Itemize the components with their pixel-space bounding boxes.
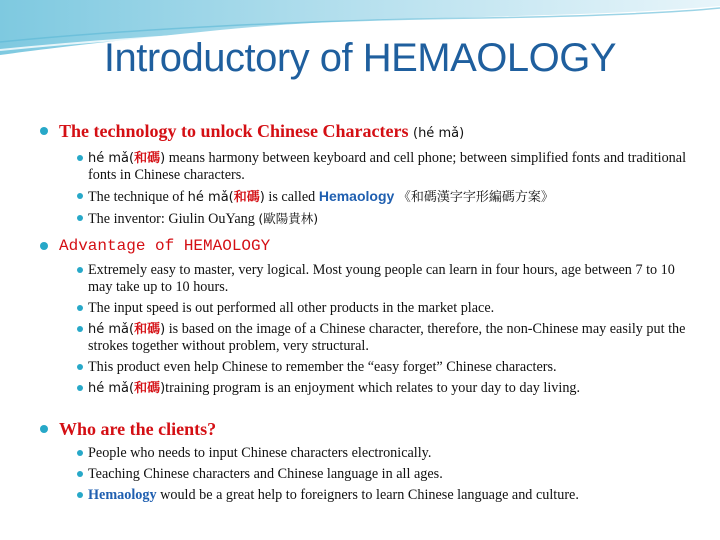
list-item: hé mǎ(和碼) means harmony between keyboard and cell phone; between simplified fonts and traditional fonts in Chinese characters.: [40, 150, 690, 184]
bullet-icon: [77, 155, 83, 161]
slide-content: [40, 113, 690, 504]
list-item: The inventor: Giulin OuYang (歐陽貴林): [40, 210, 690, 228]
list-item: The input speed is out performed all other products in the market place.: [40, 300, 690, 317]
list-item: Hemaology would be a great help to foreigners to learn Chinese language and culture.: [40, 487, 690, 504]
section-heading-clients: Who are the clients?: [40, 417, 690, 441]
spacer: [40, 397, 690, 411]
bullet-icon: [40, 425, 48, 433]
slide-title: Introductory of HEMAOLOGY: [103, 36, 617, 80]
bullet-icon: [77, 326, 83, 332]
list-item: Teaching Chinese characters and Chinese language in all ages.: [40, 466, 690, 483]
list-item: The technique of hé mǎ(和碼) is called Hemaology 《和碼漢字字形編碼方案》: [40, 188, 690, 206]
bullet-icon: [77, 450, 83, 456]
bullet-icon: [77, 492, 83, 498]
bullet-icon: [77, 193, 83, 199]
list-item: hé mǎ(和碼)training program is an enjoyment which relates to your day to day living.: [40, 380, 690, 397]
list-item: People who needs to input Chinese characters electronically.: [40, 445, 690, 462]
bullet-icon: [77, 215, 83, 221]
list-item: Extremely easy to master, very logical. Most young people can learn in four hours, age between 7 to 10 may take up to 10 hours.: [40, 262, 690, 296]
section-heading-advantage: Advantage of HEMAOLOGY: [40, 234, 690, 258]
bullet-icon: [40, 127, 48, 135]
list-item: This product even help Chinese to remember the “easy forget” Chinese characters.: [40, 359, 690, 376]
list-item: hé mǎ(和碼) is based on the image of a Chinese character, therefore, the non-Chinese may easily put the strokes together without problem, very structural.: [40, 321, 690, 355]
bullet-icon: [77, 305, 83, 311]
section-heading-technology: The technology to unlock Chinese Characters (hé mǎ): [40, 119, 690, 146]
bullet-icon: [77, 471, 83, 477]
bullet-icon: [77, 267, 83, 273]
bullet-icon: [77, 364, 83, 370]
bullet-icon: [40, 242, 48, 250]
bullet-icon: [77, 385, 83, 391]
